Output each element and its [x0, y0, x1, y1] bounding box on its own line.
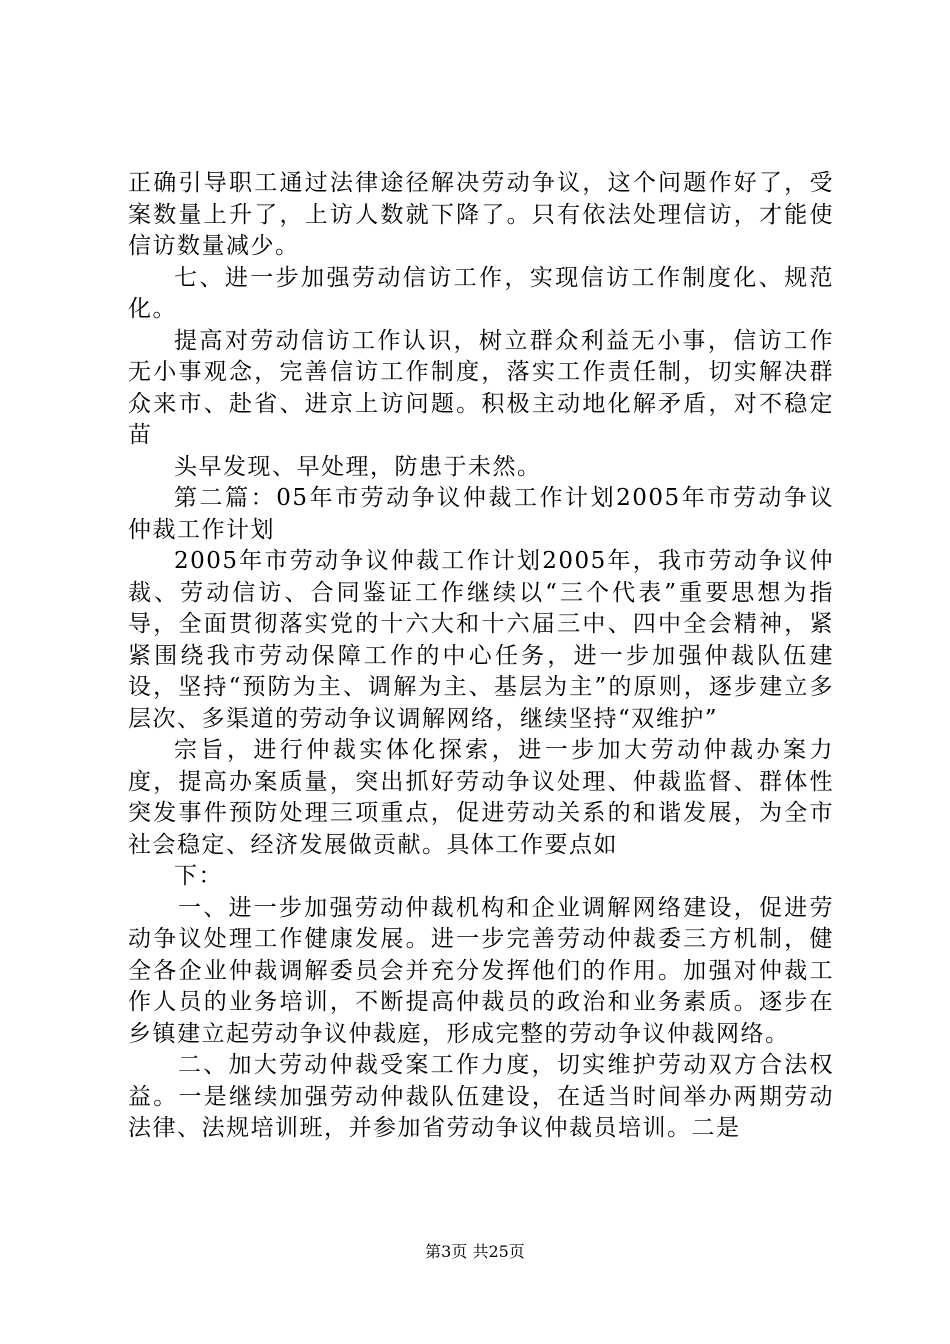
- paragraph-3: 提高对劳动信访工作认识，树立群众利益无小事，信访工作无小事观念，完善信访工作制度，落实工作责任制，切实解决群众来市、赴省、进京上访问题。积极主动地化解矛盾，对不稳定苗: [128, 327, 834, 448]
- paragraph-8: 下：: [174, 863, 223, 889]
- document-body: [128, 168, 834, 1145]
- paragraph-6: 2005年市劳动争议仲裁工作计划2005年，我市劳动争议仲裁、劳动信访、合同鉴证工作继续以“三个代表”重要思想为指导，全面贯彻落实党的十六大和十六届三中、四中全会精神，紧紧围绕我市劳动保障工作的中心任务，进一步加强仲裁队伍建设，坚持“预防为主、调解为主、基层为主”的原则，逐步建立多层次、多渠道的劳动争议调解网络，继续坚持“双维护”: [128, 548, 834, 732]
- page-footer: 第3页 共25页: [425, 1242, 525, 1261]
- paragraph-10: 二、加大劳动仲裁受案工作力度，切实维护劳动双方合法权益。一是继续加强劳动仲裁队伍建设，在适当时间举办两期劳动法律、法规培训班，并参加省劳动争议仲裁员培训。二是: [128, 1052, 834, 1141]
- paragraph-1: 正确引导职工通过法律途径解决劳动争议，这个问题作好了，受案数量上升了，上访人数就下降了。只有依法处理信访，才能使信访数量减少。: [128, 170, 834, 259]
- paragraph-7: 宗旨，进行仲裁实体化探索，进一步加大劳动仲裁办案力度，提高办案质量，突出抓好劳动争议处理、仲裁监督、群体性突发事件预防处理三项重点，促进劳动关系的和谐发展，为全市社会稳定、经济发展做贡献。具体工作要点如: [128, 737, 834, 858]
- paragraph-5-section-title: 第二篇：05年市劳动争议仲裁工作计划2005年市劳动争议仲裁工作计划: [128, 485, 834, 543]
- paragraph-9: 一、进一步加强劳动仲裁机构和企业调解网络建设，促进劳动争议处理工作健康发展。进一步完善劳动仲裁委三方机制，健全各企业仲裁调解委员会并充分发挥他们的作用。加强对仲裁工作人员的业务培训，不断提高仲裁员的政治和业务素质。逐步在乡镇建立起劳动争议仲裁庭，形成完整的劳动争议仲裁网络。: [128, 894, 834, 1047]
- paragraph-4: 头早发现、早处理，防患于未然。: [174, 453, 542, 480]
- paragraph-2: 七、进一步加强劳动信访工作，实现信访工作制度化、规范化。: [128, 264, 834, 322]
